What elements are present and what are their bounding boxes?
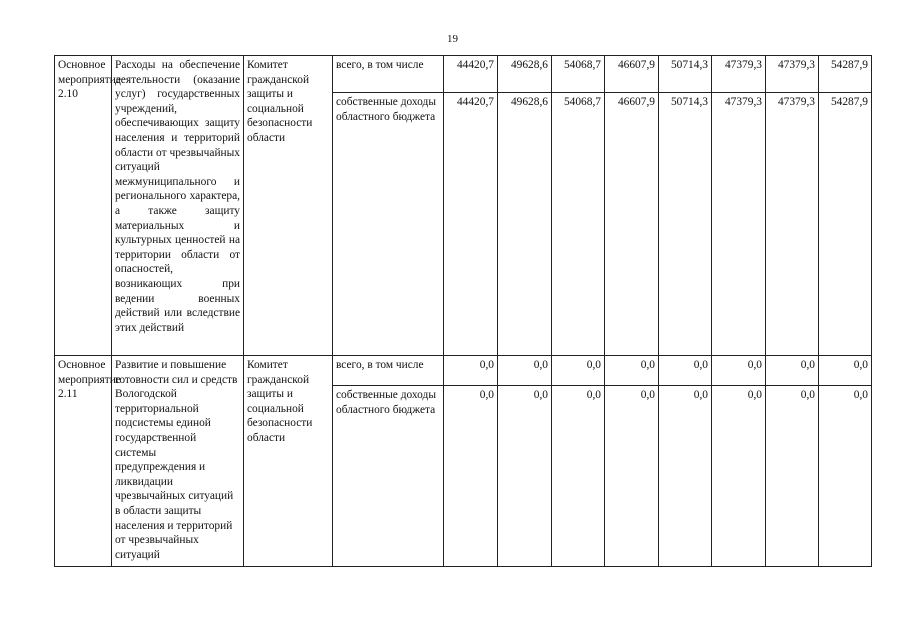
value-cell: 0,0 <box>605 356 659 386</box>
value-cell: 0,0 <box>605 386 659 567</box>
value-cell: 0,0 <box>444 386 498 567</box>
value-cell: 47379,3 <box>766 93 819 356</box>
value-cell: 50714,3 <box>659 56 712 93</box>
value-cell: 47379,3 <box>712 93 766 356</box>
value-cell: 0,0 <box>766 356 819 386</box>
value-cell: 54068,7 <box>552 93 605 356</box>
measure-description: Расходы на обеспечение деятельности (оказание услуг) государственных учреждений, обеспечивающих защиту населения и территорий области от чрезвычайных ситуаций межмуниципального и регионального характера, а также защиту материальных и культурных ценностей на территории области от опасностей, возникающих при ведении военных действий или вследствие этих действий <box>112 56 244 356</box>
value-cell: 0,0 <box>819 386 872 567</box>
budget-table <box>54 55 872 567</box>
value-cell: 0,0 <box>819 356 872 386</box>
measure-description: Развитие и повышение готовности сил и средств Вологодской территориальной подсистемы единой государственной системы предупреждения и ликвидации чрезвычайных ситуаций в области защиты населения и территорий от чрезвычайных ситуаций <box>112 356 244 567</box>
value-cell: 49628,6 <box>498 56 552 93</box>
measure-executor: Комитет гражданской защиты и социальной безопасности области <box>244 356 333 567</box>
funding-source-label: всего, в том числе <box>333 356 444 386</box>
value-cell: 47379,3 <box>712 56 766 93</box>
value-cell: 0,0 <box>498 386 552 567</box>
value-cell: 47379,3 <box>766 56 819 93</box>
value-cell: 44420,7 <box>444 93 498 356</box>
value-cell: 0,0 <box>659 386 712 567</box>
funding-source-label: собственные доходы областного бюджета <box>333 93 444 356</box>
value-cell: 0,0 <box>659 356 712 386</box>
measure-executor: Комитет гражданской защиты и социальной безопасности области <box>244 56 333 356</box>
value-cell: 54287,9 <box>819 93 872 356</box>
table-row <box>55 56 872 93</box>
value-cell: 46607,9 <box>605 93 659 356</box>
value-cell: 44420,7 <box>444 56 498 93</box>
value-cell: 50714,3 <box>659 93 712 356</box>
table-row <box>55 356 872 386</box>
value-cell: 0,0 <box>766 386 819 567</box>
funding-source-label: собственные доходы областного бюджета <box>333 386 444 567</box>
measure-code: Основное мероприятие 2.10 <box>55 56 112 356</box>
value-cell: 0,0 <box>552 356 605 386</box>
value-cell: 0,0 <box>498 356 552 386</box>
funding-source-label: всего, в том числе <box>333 56 444 93</box>
value-cell: 0,0 <box>444 356 498 386</box>
value-cell: 0,0 <box>712 386 766 567</box>
measure-code: Основное мероприятие 2.11 <box>55 356 112 567</box>
value-cell: 54287,9 <box>819 56 872 93</box>
value-cell: 54068,7 <box>552 56 605 93</box>
value-cell: 46607,9 <box>605 56 659 93</box>
value-cell: 49628,6 <box>498 93 552 356</box>
value-cell: 0,0 <box>712 356 766 386</box>
page-number: 19 <box>447 33 458 45</box>
value-cell: 0,0 <box>552 386 605 567</box>
